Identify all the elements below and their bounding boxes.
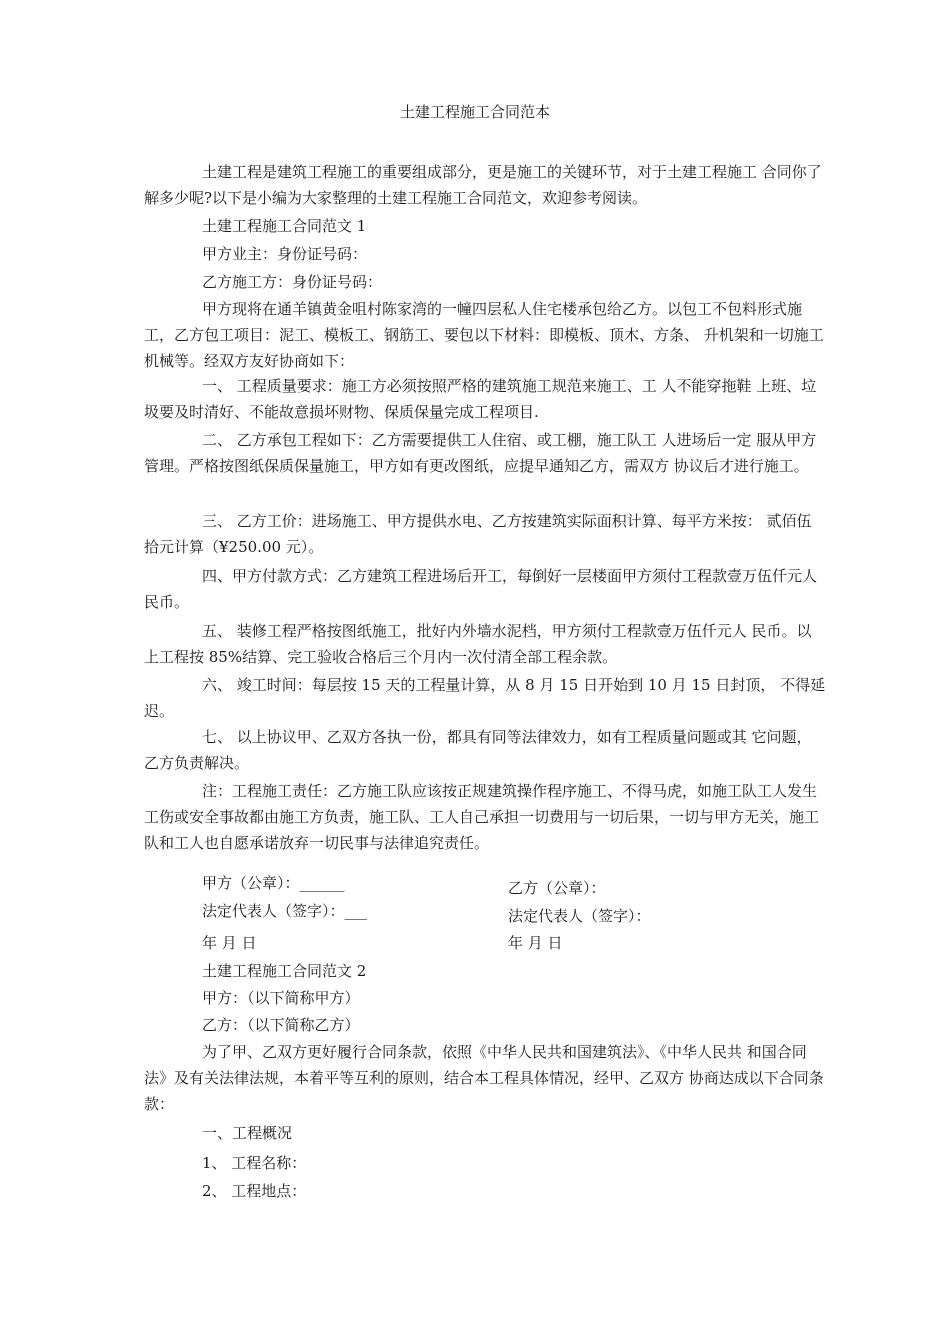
- sample2-party-a: 甲方：（以下简称甲方）: [202, 989, 360, 1007]
- party-a-seal: 甲方（公章）：______: [202, 874, 345, 892]
- party-b-representative: 法定代表人（签字）：: [508, 907, 651, 925]
- sample2-heading: 土建工程施工合同范文 2: [202, 962, 367, 980]
- clause-3: 三、 乙方工价：进场施工、甲方提供水电、乙方按建筑实际面积计算、每平方米按： 贰佰伍拾元计算（¥250.00 元）。: [144, 512, 812, 556]
- party-a-date: 年 月 日: [202, 934, 257, 952]
- party-b-line: 乙方施工方：身份证号码：: [202, 273, 383, 291]
- document-title: 土建工程施工合同范本: [399, 103, 550, 121]
- party-b-date: 年 月 日: [508, 934, 563, 952]
- intro-paragraph: 土建工程是建筑工程施工的重要组成部分，更是施工的关键环节，对于土建工程施工 合同你了解多少呢?以下是小编为大家整理的土建工程施工合同范文，欢迎参考阅读。: [144, 163, 822, 207]
- party-a-line: 甲方业主：身份证号码：: [202, 245, 368, 263]
- clause-2: 二、 乙方承包工程如下：乙方需要提供工人住宿、或工棚，施工队工 人进场后一定 服从甲方管理。严格按图纸保质保量施工，甲方如有更改图纸，应提早通知乙方，需双方 协议后才进行施工。: [144, 431, 817, 475]
- sample1-heading: 土建工程施工合同范文 1: [202, 217, 367, 235]
- sample2-preamble: 为了甲、乙双方更好履行合同条款，依照《中华人民共和国建筑法》、《中华人民共 和国合同法》及有关法律法规，本着平等互利的原则，结合本工程具体情况，经甲、乙双方 协商达成以下合同条款：: [144, 1043, 824, 1113]
- sample2-party-b: 乙方：（以下简称乙方）: [202, 1016, 360, 1034]
- clause-5: 五、 装修工程严格按图纸施工，批好内外墙水泥档，甲方须付工程款壹万伍仟元人 民币。以上工程按 85%结算、完工验收合格后三个月内一次付清全部工程余款。: [144, 622, 812, 666]
- section-1-heading: 一、工程概况: [202, 1124, 293, 1142]
- clause-4: 四、甲方付款方式：乙方建筑工程进场后开工，每倒好一层楼面甲方须付工程款壹万伍仟元人民币。: [144, 567, 818, 611]
- clause-7: 七、 以上协议甲、乙双方各执一份，都具有同等法律效力，如有工程质量问题或其 它问题，乙方负责解决。: [144, 728, 812, 772]
- clause-1: 一、 工程质量要求：施工方必须按照严格的建筑施工规范来施工、工 人不能穿拖鞋 上班、垃圾要及时清好、不能故意损坏财物、保质保量完成工程项目.: [144, 377, 817, 421]
- clause-6: 六、 竣工时间：每层按 15 天的工程量计算，从 8 月 15 日开始到 10 月 15 日封顶， 不得延迟。: [144, 676, 826, 720]
- party-b-seal: 乙方（公章）：: [508, 879, 606, 897]
- item-project-name: 1、 工程名称：: [202, 1154, 307, 1172]
- note-paragraph: 注：工程施工责任：乙方施工队应该按正规建筑操作程序施工、不得马虎，如施工队工人发生工伤或安全事故都由施工方负责，施工队、工人自己承担一切费用与一切后果，一切与甲方无关，施工队和工人也自愿承诺放弃一切民事与法律追究责任。: [144, 782, 820, 852]
- scope-paragraph: 甲方现将在通羊镇黄金咀村陈家湾的一幢四层私人住宅楼承包给乙方。以包工不包料形式施工，乙方包工项目：泥工、模板工、钢筋工、要包以下材料：即模板、顶木、方条、 升机架和一切施工机械等。经双方友好协商如下：: [144, 300, 824, 370]
- party-a-representative: 法定代表人（签字）：___: [202, 902, 368, 920]
- item-project-location: 2、 工程地点：: [202, 1182, 307, 1200]
